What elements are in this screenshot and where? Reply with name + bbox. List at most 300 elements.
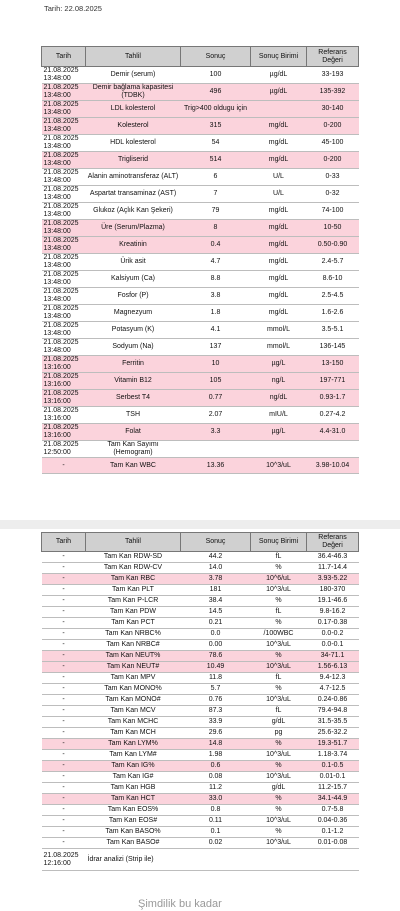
cell-test: Tam Kan WBC xyxy=(86,458,181,474)
cell-unit: mg/dL xyxy=(251,288,307,305)
cell-date: - xyxy=(42,805,86,816)
col-header-tarih: Tarih xyxy=(42,533,86,552)
cell-date: 21.08.2025 13:48:00 xyxy=(42,118,86,135)
cell-unit: µg/L xyxy=(251,356,307,373)
cell-test: Tam Kan MONO% xyxy=(86,684,181,695)
cell-reference: 1.56-6.13 xyxy=(307,662,359,673)
cell-test: Demir (serum) xyxy=(86,67,181,84)
table-row xyxy=(42,552,359,563)
cell-test: Tam Kan MCV xyxy=(86,706,181,717)
cell-test: Tam Kan MONO# xyxy=(86,695,181,706)
cell-date: 21.08.2025 13:48:00 xyxy=(42,152,86,169)
cell-reference: 74-100 xyxy=(307,203,359,220)
cell-unit: 10^3/uL xyxy=(251,640,307,651)
table-row xyxy=(42,424,359,441)
cell-reference: 0-32 xyxy=(307,186,359,203)
cell-reference: 9.8-16.2 xyxy=(307,607,359,618)
cell-unit: 10^6/uL xyxy=(251,574,307,585)
cell-test: Ürik asit xyxy=(86,254,181,271)
cell-reference: 0.7-5.8 xyxy=(307,805,359,816)
cell-unit xyxy=(251,101,307,118)
cell-date: 21.08.2025 13:48:00 xyxy=(42,339,86,356)
table-row xyxy=(42,563,359,574)
col-header-referans: Referans Değeri xyxy=(307,533,359,552)
cell-result: 14.8 xyxy=(181,739,251,750)
cell-result: 33.0 xyxy=(181,794,251,805)
cell-result: 6 xyxy=(181,169,251,186)
table-row xyxy=(42,356,359,373)
cell-test: Kreatinin xyxy=(86,237,181,254)
cell-reference: 34.1-44.9 xyxy=(307,794,359,805)
cell-unit: ng/dL xyxy=(251,390,307,407)
table-row xyxy=(42,135,359,152)
cell-unit xyxy=(251,849,307,871)
cell-result: 0.77 xyxy=(181,390,251,407)
cell-reference: 0.01-0.1 xyxy=(307,772,359,783)
cell-result: 0.00 xyxy=(181,640,251,651)
table-row xyxy=(42,717,359,728)
cell-unit: 10^3/uL xyxy=(251,662,307,673)
cell-reference: 0.04-0.36 xyxy=(307,816,359,827)
cell-result: 181 xyxy=(181,585,251,596)
table-row xyxy=(42,640,359,651)
cell-date: - xyxy=(42,772,86,783)
cell-unit: mg/dL xyxy=(251,152,307,169)
col-header-sonuc: Sonuç xyxy=(181,47,251,67)
cell-test: LDL kolesterol xyxy=(86,101,181,118)
cell-test: HDL kolesterol xyxy=(86,135,181,152)
cell-result: 3.8 xyxy=(181,288,251,305)
cell-result: 79 xyxy=(181,203,251,220)
table-row xyxy=(42,84,359,101)
cell-test: Tam Kan NRBC% xyxy=(86,629,181,640)
cell-reference: 9.4-12.3 xyxy=(307,673,359,684)
col-header-referans: Referans Değeri xyxy=(307,47,359,67)
cell-date: 21.08.2025 13:48:00 xyxy=(42,169,86,186)
cell-date: - xyxy=(42,629,86,640)
cell-reference: 0-33 xyxy=(307,169,359,186)
cell-result: 8.8 xyxy=(181,271,251,288)
cell-test: İdrar analizi (Strip ile) xyxy=(86,849,181,871)
cell-unit: % xyxy=(251,684,307,695)
cell-unit: ng/L xyxy=(251,373,307,390)
table-row xyxy=(42,220,359,237)
cell-date: - xyxy=(42,761,86,772)
cell-date: 21.08.2025 13:16:00 xyxy=(42,407,86,424)
cell-date: - xyxy=(42,651,86,662)
cell-unit: % xyxy=(251,596,307,607)
cell-unit: 10^3/uL xyxy=(251,750,307,761)
cell-reference xyxy=(307,849,359,871)
cell-reference: 36.4-46.3 xyxy=(307,552,359,563)
cell-test: Tam Kan MCH xyxy=(86,728,181,739)
table-row xyxy=(42,684,359,695)
table-row xyxy=(42,441,359,458)
cell-result: 29.6 xyxy=(181,728,251,739)
table-row xyxy=(42,706,359,717)
cell-reference: 0.17-0.38 xyxy=(307,618,359,629)
cell-reference: 0.24-0.86 xyxy=(307,695,359,706)
table-row xyxy=(42,783,359,794)
cell-unit: % xyxy=(251,618,307,629)
table-row xyxy=(42,805,359,816)
cell-result: 0.8 xyxy=(181,805,251,816)
cell-unit: 10^3/uL xyxy=(251,695,307,706)
cell-result: 0.11 xyxy=(181,816,251,827)
cell-date: 21.08.2025 13:48:00 xyxy=(42,135,86,152)
cell-reference: 136-145 xyxy=(307,339,359,356)
cell-unit: 10^3/uL xyxy=(251,816,307,827)
cell-date: - xyxy=(42,563,86,574)
table-row xyxy=(42,772,359,783)
cell-test: Fosfor (P) xyxy=(86,288,181,305)
cell-test: Tam Kan BASO% xyxy=(86,827,181,838)
cell-date: 21.08.2025 13:48:00 xyxy=(42,186,86,203)
col-header-birim: Sonuç Birimi xyxy=(251,47,307,67)
table-row xyxy=(42,574,359,585)
table-row xyxy=(42,271,359,288)
cell-date: 21.08.2025 13:48:00 xyxy=(42,101,86,118)
cell-test: Ferritin xyxy=(86,356,181,373)
cell-result: 0.21 xyxy=(181,618,251,629)
cell-result: 105 xyxy=(181,373,251,390)
col-header-sonuc: Sonuç xyxy=(181,533,251,552)
cell-date: 21.08.2025 13:48:00 xyxy=(42,254,86,271)
cell-result: 3.3 xyxy=(181,424,251,441)
table-row xyxy=(42,339,359,356)
cell-result: 4.7 xyxy=(181,254,251,271)
table-row xyxy=(42,169,359,186)
footer-text: Şimdilik bu kadar xyxy=(138,898,222,910)
cell-result: 0.0 xyxy=(181,629,251,640)
cell-date: - xyxy=(42,695,86,706)
cell-unit: mmol/L xyxy=(251,322,307,339)
cell-result: 14.5 xyxy=(181,607,251,618)
cell-date: 21.08.2025 13:48:00 xyxy=(42,67,86,84)
cell-result: 5.7 xyxy=(181,684,251,695)
cell-result: 2.07 xyxy=(181,407,251,424)
cell-date: 21.08.2025 13:16:00 xyxy=(42,356,86,373)
cell-test: Alanin aminotransferaz (ALT) xyxy=(86,169,181,186)
cell-unit: % xyxy=(251,805,307,816)
cell-result: 11.2 xyxy=(181,783,251,794)
cell-test: TSH xyxy=(86,407,181,424)
cell-reference: 0.1-0.5 xyxy=(307,761,359,772)
cell-reference: 197-771 xyxy=(307,373,359,390)
table-row xyxy=(42,629,359,640)
cell-date: - xyxy=(42,827,86,838)
cell-test: Tam Kan RBC xyxy=(86,574,181,585)
table-row xyxy=(42,651,359,662)
cell-test: Tam Kan NRBC# xyxy=(86,640,181,651)
cell-test: Tam Kan IG# xyxy=(86,772,181,783)
cell-unit: fL xyxy=(251,552,307,563)
cell-unit: mg/dL xyxy=(251,271,307,288)
cell-unit: 10^3/uL xyxy=(251,585,307,596)
cell-result: 0.1 xyxy=(181,827,251,838)
cell-date: - xyxy=(42,717,86,728)
cell-test: Tam Kan Sayımı (Hemogram) xyxy=(86,441,181,458)
cell-unit: fL xyxy=(251,607,307,618)
cell-reference: 19.3-51.7 xyxy=(307,739,359,750)
cell-test: Serbest T4 xyxy=(86,390,181,407)
cell-result: 3.78 xyxy=(181,574,251,585)
table-row xyxy=(42,596,359,607)
cell-test: Üre (Serum/Plazma) xyxy=(86,220,181,237)
table-row xyxy=(42,254,359,271)
cell-reference: 135-392 xyxy=(307,84,359,101)
cell-date: - xyxy=(42,783,86,794)
cell-date: 21.08.2025 13:48:00 xyxy=(42,271,86,288)
table-row xyxy=(42,673,359,684)
table-row xyxy=(42,816,359,827)
table-row xyxy=(42,237,359,254)
cell-unit: mg/dL xyxy=(251,305,307,322)
cell-date: 21.08.2025 13:48:00 xyxy=(42,288,86,305)
cell-reference: 0.1-1.2 xyxy=(307,827,359,838)
cell-result: 33.9 xyxy=(181,717,251,728)
cell-reference: 34-71.1 xyxy=(307,651,359,662)
cell-reference: 0.01-0.08 xyxy=(307,838,359,849)
table-row xyxy=(42,849,359,871)
cell-reference: 2.5-4.5 xyxy=(307,288,359,305)
cell-test: Tam Kan IG% xyxy=(86,761,181,772)
table-row xyxy=(42,186,359,203)
table-row xyxy=(42,739,359,750)
cell-date: - xyxy=(42,794,86,805)
cell-test: Demir bağlama kapasitesi (TDBK) xyxy=(86,84,181,101)
cell-reference: 10-50 xyxy=(307,220,359,237)
cell-date: - xyxy=(42,706,86,717)
cell-reference: 1.6-2.6 xyxy=(307,305,359,322)
cell-test: Tam Kan PCT xyxy=(86,618,181,629)
table-row xyxy=(42,203,359,220)
cell-test: Tam Kan MPV xyxy=(86,673,181,684)
cell-date: - xyxy=(42,640,86,651)
cell-unit: % xyxy=(251,794,307,805)
cell-date: - xyxy=(42,750,86,761)
cell-unit: pg xyxy=(251,728,307,739)
cell-date: 21.08.2025 13:16:00 xyxy=(42,373,86,390)
cell-result: 14.0 xyxy=(181,563,251,574)
cell-result: 87.3 xyxy=(181,706,251,717)
cell-date: - xyxy=(42,618,86,629)
cell-result: 100 xyxy=(181,67,251,84)
cell-test: Tam Kan NEUT% xyxy=(86,651,181,662)
table-row xyxy=(42,662,359,673)
cell-result: 1.8 xyxy=(181,305,251,322)
cell-date: - xyxy=(42,662,86,673)
report-date: Tarih: 22.08.2025 xyxy=(44,4,102,13)
cell-reference: 33-193 xyxy=(307,67,359,84)
cell-result: 0.76 xyxy=(181,695,251,706)
table-row xyxy=(42,750,359,761)
cell-unit: /100WBC xyxy=(251,629,307,640)
cell-reference: 25.6-32.2 xyxy=(307,728,359,739)
cell-test: Glukoz (Açlık Kan Şekeri) xyxy=(86,203,181,220)
cell-test: Tam Kan RDW-CV xyxy=(86,563,181,574)
table-row xyxy=(42,607,359,618)
cell-reference: 31.5-35.5 xyxy=(307,717,359,728)
cell-unit: mg/dL xyxy=(251,203,307,220)
cell-test: Folat xyxy=(86,424,181,441)
cell-reference: 4.7-12.5 xyxy=(307,684,359,695)
cell-reference: 4.4-31.0 xyxy=(307,424,359,441)
cell-unit: g/dL xyxy=(251,783,307,794)
cell-unit: mg/dL xyxy=(251,220,307,237)
cell-result: 8 xyxy=(181,220,251,237)
cell-test: Tam Kan LYM% xyxy=(86,739,181,750)
cell-result: 13.36 xyxy=(181,458,251,474)
cell-reference: 0.0-0.1 xyxy=(307,640,359,651)
cell-test: Tam Kan PDW xyxy=(86,607,181,618)
table-row xyxy=(42,322,359,339)
cell-date: - xyxy=(42,585,86,596)
col-header-tahlil: Tahlil xyxy=(86,533,181,552)
cell-test: Tam Kan LYM# xyxy=(86,750,181,761)
cell-reference: 11.2-15.7 xyxy=(307,783,359,794)
cell-test: Tam Kan P-LCR xyxy=(86,596,181,607)
cell-result: 514 xyxy=(181,152,251,169)
cell-unit: g/dL xyxy=(251,717,307,728)
cell-result xyxy=(181,441,251,458)
col-header-birim: Sonuç Birimi xyxy=(251,533,307,552)
cell-reference: 0.50-0.90 xyxy=(307,237,359,254)
cell-result: 44.2 xyxy=(181,552,251,563)
cell-unit: mIU/L xyxy=(251,407,307,424)
table-row xyxy=(42,152,359,169)
table-row xyxy=(42,118,359,135)
cell-test: Tam Kan BASO# xyxy=(86,838,181,849)
cell-test: Kalsiyum (Ca) xyxy=(86,271,181,288)
col-header-tahlil: Tahlil xyxy=(86,47,181,67)
cell-result: 496 xyxy=(181,84,251,101)
cell-date: 21.08.2025 13:48:00 xyxy=(42,322,86,339)
cell-result: 54 xyxy=(181,135,251,152)
cell-date: - xyxy=(42,458,86,474)
table-row xyxy=(42,458,359,474)
cell-reference: 3.93-5.22 xyxy=(307,574,359,585)
cell-date: 21.08.2025 12:16:00 xyxy=(42,849,86,871)
cell-unit: % xyxy=(251,563,307,574)
cell-reference: 79.4-94.8 xyxy=(307,706,359,717)
cell-date: - xyxy=(42,607,86,618)
cell-unit: fL xyxy=(251,673,307,684)
cell-test: Tam Kan MCHC xyxy=(86,717,181,728)
cell-unit: mg/dL xyxy=(251,135,307,152)
cell-unit: mg/dL xyxy=(251,237,307,254)
cell-date: 21.08.2025 13:48:00 xyxy=(42,305,86,322)
cell-result: Trig>400 oldugu için xyxy=(181,101,251,118)
cell-date: - xyxy=(42,574,86,585)
cell-unit: % xyxy=(251,651,307,662)
cell-date: 21.08.2025 13:48:00 xyxy=(42,203,86,220)
table-row xyxy=(42,794,359,805)
cell-result: 0.6 xyxy=(181,761,251,772)
cell-reference: 0.27-4.2 xyxy=(307,407,359,424)
cell-reference: 11.7-14.4 xyxy=(307,563,359,574)
cell-test: Trigliserid xyxy=(86,152,181,169)
cell-date: - xyxy=(42,596,86,607)
cell-reference: 2.4-5.7 xyxy=(307,254,359,271)
cell-unit: % xyxy=(251,827,307,838)
cell-unit: U/L xyxy=(251,186,307,203)
cell-date: 21.08.2025 12:50:00 xyxy=(42,441,86,458)
table-row xyxy=(42,101,359,118)
cell-reference: 8.6-10 xyxy=(307,271,359,288)
lab-results-table-2 xyxy=(41,532,359,871)
cell-test: Magnezyum xyxy=(86,305,181,322)
cell-result: 1.98 xyxy=(181,750,251,761)
cell-test: Kolesterol xyxy=(86,118,181,135)
cell-reference: 1.18-3.74 xyxy=(307,750,359,761)
cell-unit xyxy=(251,441,307,458)
cell-date: - xyxy=(42,673,86,684)
cell-test: Potasyum (K) xyxy=(86,322,181,339)
cell-unit: mg/dL xyxy=(251,254,307,271)
cell-unit: µg/L xyxy=(251,424,307,441)
cell-reference: 0.0-0.2 xyxy=(307,629,359,640)
cell-result xyxy=(181,849,251,871)
cell-date: 21.08.2025 13:48:00 xyxy=(42,84,86,101)
cell-test: Vitamin B12 xyxy=(86,373,181,390)
cell-result: 315 xyxy=(181,118,251,135)
cell-unit: mmol/L xyxy=(251,339,307,356)
cell-reference: 3.98-10.04 xyxy=(307,458,359,474)
cell-unit: 10^3/uL xyxy=(251,838,307,849)
cell-unit: fL xyxy=(251,706,307,717)
cell-result: 137 xyxy=(181,339,251,356)
table-row xyxy=(42,288,359,305)
report-page-2 xyxy=(0,529,400,911)
cell-date: - xyxy=(42,728,86,739)
cell-result: 10 xyxy=(181,356,251,373)
table-row xyxy=(42,838,359,849)
table-row xyxy=(42,761,359,772)
cell-test: Tam Kan HGB xyxy=(86,783,181,794)
cell-reference: 0-200 xyxy=(307,152,359,169)
cell-reference xyxy=(307,441,359,458)
cell-date: - xyxy=(42,816,86,827)
cell-test: Aspartat transaminaz (AST) xyxy=(86,186,181,203)
cell-unit: % xyxy=(251,739,307,750)
cell-date: 21.08.2025 13:48:00 xyxy=(42,237,86,254)
cell-reference: 45-100 xyxy=(307,135,359,152)
cell-reference: 3.5-5.1 xyxy=(307,322,359,339)
cell-unit: mg/dL xyxy=(251,118,307,135)
cell-result: 0.4 xyxy=(181,237,251,254)
table-row xyxy=(42,407,359,424)
col-header-tarih: Tarih xyxy=(42,47,86,67)
cell-reference: 180-370 xyxy=(307,585,359,596)
cell-date: 21.08.2025 13:16:00 xyxy=(42,424,86,441)
cell-result: 7 xyxy=(181,186,251,203)
cell-result: 4.1 xyxy=(181,322,251,339)
cell-unit: % xyxy=(251,761,307,772)
lab-results-table-1 xyxy=(41,46,359,474)
cell-reference: 0-200 xyxy=(307,118,359,135)
cell-date: - xyxy=(42,684,86,695)
table-row xyxy=(42,695,359,706)
table-row xyxy=(42,373,359,390)
cell-result: 38.4 xyxy=(181,596,251,607)
cell-test: Tam Kan EOS# xyxy=(86,816,181,827)
cell-test: Tam Kan HCT xyxy=(86,794,181,805)
cell-test: Tam Kan PLT xyxy=(86,585,181,596)
cell-reference: 13-150 xyxy=(307,356,359,373)
table-row xyxy=(42,827,359,838)
cell-unit: U/L xyxy=(251,169,307,186)
